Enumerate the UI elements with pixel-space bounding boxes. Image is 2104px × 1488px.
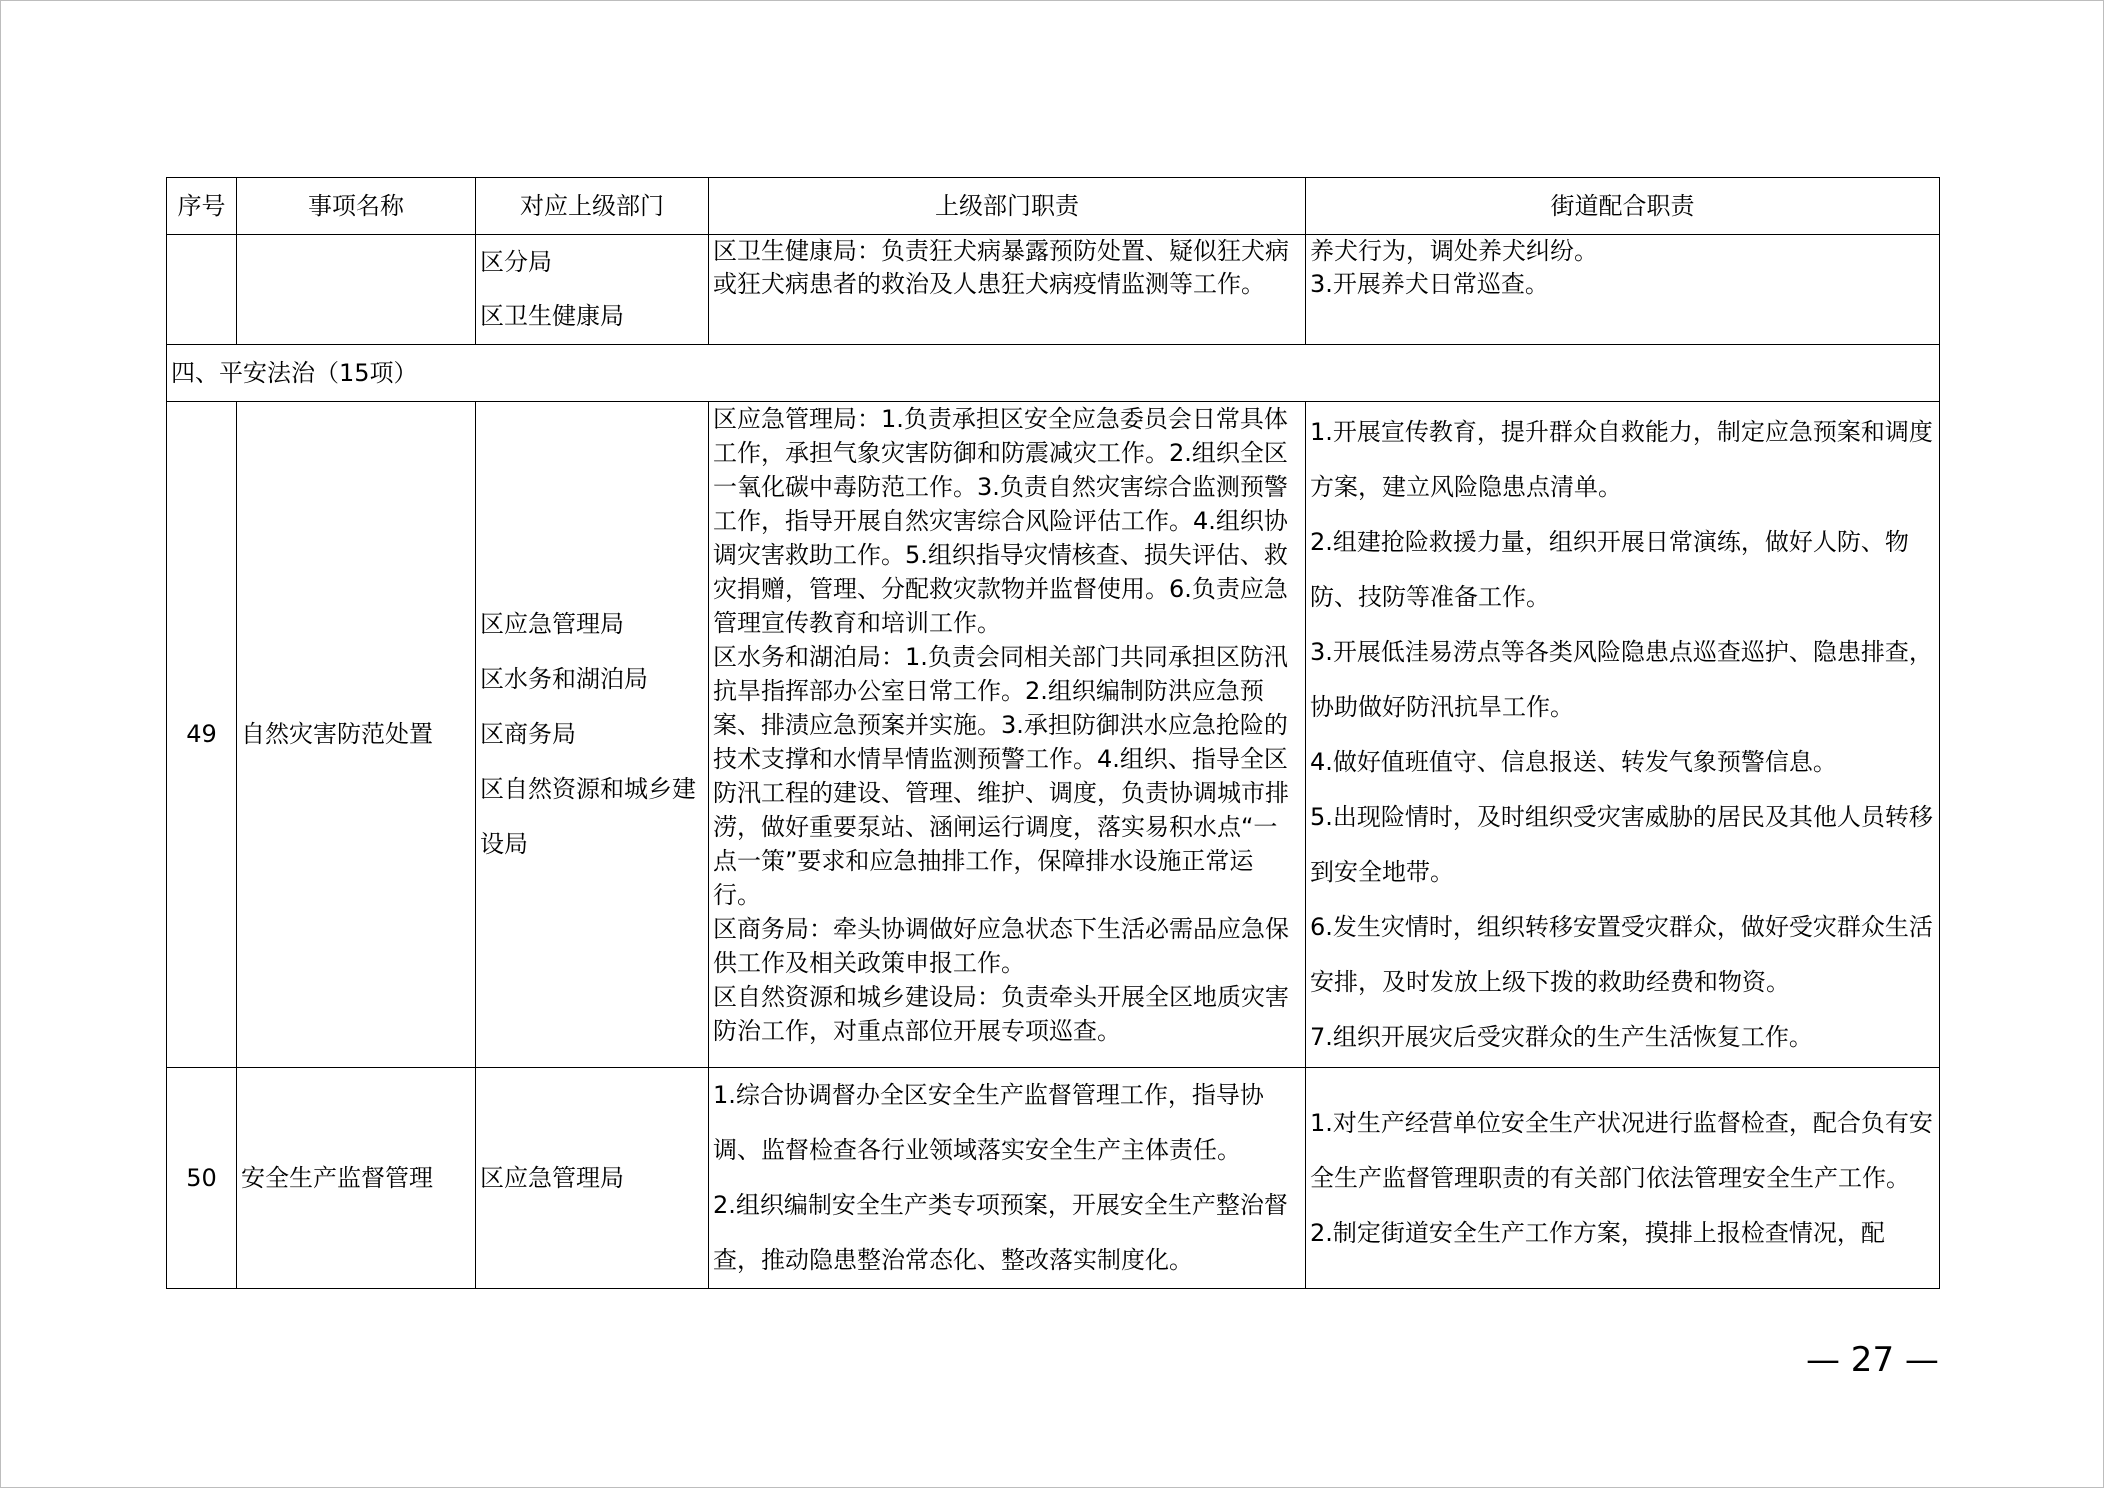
department-item: 区应急管理局 <box>480 1163 624 1192</box>
street-duty-text: 2.制定街道安全生产工作方案，摸排上报检查情况，配 <box>1310 1218 1885 1247</box>
street-duty-text: 2.组建抢险救援力量，组织开展日常演练，做好人防、物防、技防等准备工作。 <box>1310 527 1909 611</box>
street-duty-text: 5.出现险情时，及时组织受灾害威胁的居民及其他人员转移到安全地带。 <box>1310 802 1933 886</box>
header-departments: 对应上级部门 <box>476 178 709 235</box>
table-row <box>167 402 1940 1068</box>
table-row <box>167 235 1940 345</box>
upper-duty-text: 区卫生健康局：负责狂犬病暴露预防处置、疑似狂犬病或狂犬病患者的救治及人患狂犬病疫情监测等工作。 <box>713 237 1289 298</box>
upper-duty-text: 区应急管理局：1.负责承担区安全应急委员会日常具体工作，承担气象灾害防御和防震减灾工作。2.组织全区一氧化碳中毒防范工作。3.负责自然灾害综合监测预警工作，指导开展自然灾害综合风险评估工作。4.组织协调灾害救助工作。5.组织指导灾情核查、损失评估、救灾捐赠，管理、分配救灾款物并监督使用。6.负责应急管理宣传教育和培训工作。 <box>713 405 1288 637</box>
page-number: — 27 — <box>1806 1340 1939 1380</box>
street-duty-text: 3.开展低洼易涝点等各类风险隐患点巡查巡护、隐患排查，协助做好防汛抗旱工作。 <box>1310 637 1933 721</box>
section-title: 四、平安法治（15项） <box>167 345 1940 402</box>
table-row <box>167 1068 1940 1289</box>
street-duty-text: 3.开展养犬日常巡查。 <box>1310 270 1549 298</box>
street-duty-text: 4.做好值班值守、信息报送、转发气象预警信息。 <box>1310 747 1837 776</box>
header-index: 序号 <box>167 178 237 235</box>
upper-duty-text: 区水务和湖泊局：1.负责会同相关部门共同承担区防汛抗旱指挥部办公室日常工作。2.组织编制防洪应急预案、排渍应急预案并实施。3.承担防御洪水应急抢险的技术支撑和水情旱情监测预警工作。4.组织、指导全区防汛工程的建设、管理、维护、调度，负责协调城市排涝，做好重要泵站、涵闸运行调度，落实易积水点“一点一策”要求和应急抽排工作，保障排水设施正常运行。 <box>713 643 1289 909</box>
row-street-duties <box>1306 402 1940 1068</box>
street-duty-text: 养犬行为，调处养犬纠纷。 <box>1310 237 1598 265</box>
upper-duty-text: 1.综合协调督办全区安全生产监督管理工作，指导协调、监督检查各行业领域落实安全生产主体责任。 <box>713 1081 1264 1164</box>
row-upper-duties <box>709 402 1306 1068</box>
street-duty-text: 1.开展宣传教育，提升群众自救能力，制定应急预案和调度方案，建立风险隐患点清单。 <box>1310 417 1933 501</box>
header-upper-duties: 上级部门职责 <box>709 178 1306 235</box>
header-street-duties: 街道配合职责 <box>1306 178 1940 235</box>
table-header-row <box>167 178 1940 235</box>
row-item-name: 安全生产监督管理 <box>237 1068 476 1289</box>
row-index <box>167 235 237 345</box>
upper-duty-text: 区自然资源和城乡建设局：负责牵头开展全区地质灾害防治工作，对重点部位开展专项巡查。 <box>713 983 1289 1045</box>
department-item: 区卫生健康局 <box>480 302 624 330</box>
street-duty-text: 6.发生灾情时，组织转移安置受灾群众，做好受灾群众生活安排，及时发放上级下拨的救助经费和物资。 <box>1310 912 1933 996</box>
department-item: 区分局 <box>480 248 552 276</box>
upper-duty-text: 区商务局：牵头协调做好应急状态下生活必需品应急保供工作及相关政策申报工作。 <box>713 915 1289 977</box>
row-index: 50 <box>167 1068 237 1289</box>
row-item-name <box>237 235 476 345</box>
section-row <box>167 345 1940 402</box>
row-departments <box>476 235 709 345</box>
row-upper-duties <box>709 1068 1306 1289</box>
row-street-duties <box>1306 1068 1940 1289</box>
row-item-name: 自然灾害防范处置 <box>237 402 476 1068</box>
row-index: 49 <box>167 402 237 1068</box>
row-departments <box>476 402 709 1068</box>
street-duty-text: 7.组织开展灾后受灾群众的生产生活恢复工作。 <box>1310 1022 1813 1051</box>
department-item: 区应急管理局 <box>480 610 624 638</box>
department-item: 区自然资源和城乡建设局 <box>480 775 696 858</box>
header-item-name: 事项名称 <box>237 178 476 235</box>
department-item: 区水务和湖泊局 <box>480 665 648 693</box>
department-item: 区商务局 <box>480 720 576 748</box>
upper-duty-text: 2.组织编制安全生产类专项预案，开展安全生产整治督查，推动隐患整治常态化、整改落实制度化。 <box>713 1191 1288 1274</box>
street-duty-text: 1.对生产经营单位安全生产状况进行监督检查，配合负有安全生产监督管理职责的有关部门依法管理安全生产工作。 <box>1310 1108 1933 1192</box>
duty-table <box>166 177 1940 1289</box>
row-departments <box>476 1068 709 1289</box>
row-upper-duties <box>709 235 1306 345</box>
row-street-duties <box>1306 235 1940 345</box>
